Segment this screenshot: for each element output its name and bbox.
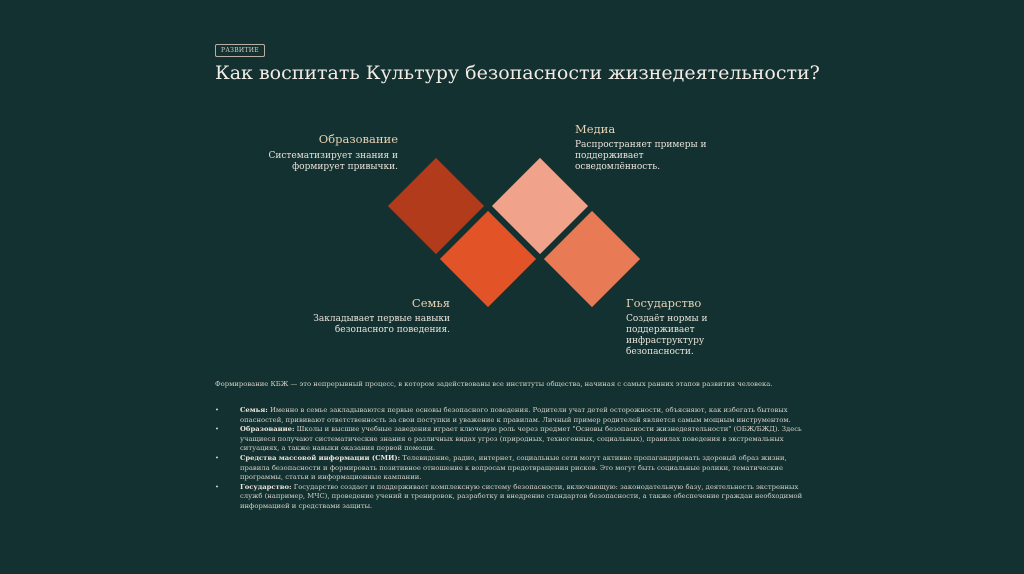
list-item — [215, 406, 815, 425]
list-item-term: Образование: — [240, 425, 295, 434]
list-item-text: Телевидение, радио, интернет, социальные сети могут активно пропагандировать здоровый образ жизни, правила безопасности и формировать позитивное отношение к вопросам предотвращения рисков. Это могут быть социальные ролики, тематические программы, статьи и информационные кампании. — [240, 453, 787, 482]
label-gosudarstvo: Государство — [626, 296, 702, 310]
list-item — [215, 454, 815, 483]
label-media: Медиа — [575, 122, 616, 136]
list-item-text: Именно в семье закладываются первые основы безопасного поведения. Родители учат детей осторожности, объясняют, как избегать бытовых опасностей, прививают ответственность за свои поступки и уважение к правилам. Личный пример родителей является самым мощным инструментом. — [240, 406, 791, 424]
institutions-list — [215, 406, 815, 512]
bullet: • — [215, 425, 220, 434]
bullet: • — [215, 453, 220, 462]
bullet: • — [215, 482, 220, 491]
list-item-term: Семья: — [240, 406, 268, 414]
list-item — [215, 425, 815, 454]
list-item-term: Государство: — [240, 482, 292, 491]
list-item-text: Государство создает и поддерживает комплексную систему безопасности, включающую: законодательную базу, деятельность экстренных служб (например, МЧС), проведение учений и тренировок, разработку и внедрение стандартов безопасности, а также обеспечение граждан необходимой информацией и средствами защиты. — [240, 482, 803, 510]
desc-semya: Закладывает первые навыки безопасного поведения. — [313, 314, 450, 335]
page-title: Как воспитать Культуру безопасности жизнедеятельности? — [215, 62, 820, 84]
intro-text: Формирование КБЖ — это непрерывный процесс, в котором задействованы все институты общества, начиная с самых ранних этапов развития человека. — [215, 380, 773, 388]
desc-obrazovanie: Систематизирует знания и формирует привычки. — [268, 151, 398, 172]
section-tag: РАЗВИТИЕ — [215, 44, 265, 57]
list-item-text: Школы и высшие учебные заведения играет ключевую роль через предмет "Основы безопасности жизнедеятельности" (ОБЖ/БЖД). Здесь учащиеся получают систематические знания о различных видах угроз (природных, техногенных, социальных), правилах поведения в экстремальных ситуациях, а также навыки оказания первой помощи. — [240, 425, 802, 453]
desc-gosudarstvo: Создаёт нормы и поддерживает инфраструктуру безопасности. — [626, 314, 708, 357]
desc-media: Распространяет примеры и поддерживает осведомлённость. — [575, 140, 707, 172]
list-item-term: Средства массовой информации (СМИ): — [240, 453, 401, 462]
bullet: • — [215, 406, 220, 414]
list-item — [215, 483, 815, 512]
label-obrazovanie: Образование — [318, 132, 398, 146]
label-semya: Семья — [411, 296, 450, 310]
